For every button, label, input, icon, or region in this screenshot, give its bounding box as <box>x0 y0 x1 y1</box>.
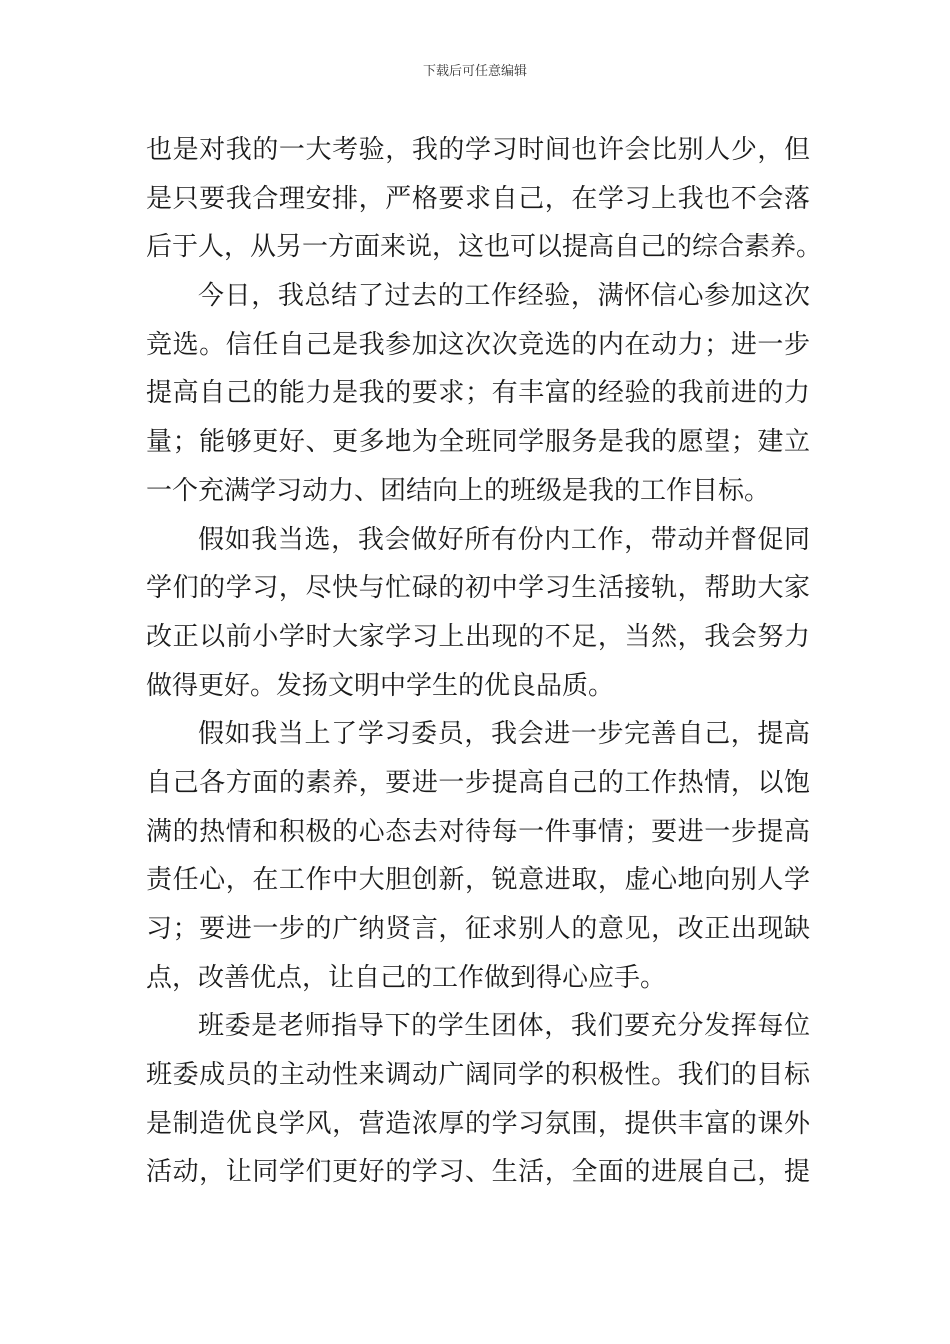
text-line: 学们的学习，尽快与忙碌的初中学习生活接轨，帮助大家 <box>146 573 810 604</box>
text-line: 一个充满学习动力、团结向上的班级是我的工作目标。 <box>146 475 771 506</box>
text-line: 是只要我合理安排，严格要求自己，在学习上我也不会落 <box>146 183 810 214</box>
text-line: 也是对我的一大考验，我的学习时间也许会比别人少，但 <box>146 135 810 165</box>
text-line: 责任心，在工作中大胆创新，锐意进取，虚心地向别人学 <box>146 865 810 896</box>
text-line: 活动，让同学们更好的学习、生活，全面的进展自己，提 <box>146 1157 810 1188</box>
text-line: 改正以前小学时大家学习上出现的不足，当然，我会努力 <box>146 621 810 652</box>
text-line: 做得更好。发扬文明中学生的优良品质。 <box>146 670 615 701</box>
text-line: 后于人，从另一方面来说，这也可以提高自己的综合素养。 <box>146 232 823 263</box>
document-body <box>146 126 823 1197</box>
text-line: 提高自己的能力是我的要求；有丰富的经验的我前进的力 <box>146 378 810 409</box>
text-line: 满的热情和积极的心态去对待每一件事情；要进一步提高 <box>146 816 810 847</box>
text-line: 假如我当选，我会做好所有份内工作，带动并督促同 <box>198 524 810 555</box>
text-line: 量；能够更好、更多地为全班同学服务是我的愿望；建立 <box>146 427 810 458</box>
text-line: 班委成员的主动性来调动广阔同学的积极性。我们的目标 <box>146 1060 810 1091</box>
text-line: 习；要进一步的广纳贤言，征求别人的意见，改正出现缺 <box>146 914 810 944</box>
text-line: 点，改善优点，让自己的工作做到得心应手。 <box>146 962 667 993</box>
text-line: 自己各方面的素养，要进一步提高自己的工作热情，以饱 <box>146 767 810 798</box>
text-line: 今日，我总结了过去的工作经验，满怀信心参加这次 <box>198 281 810 312</box>
text-line: 竞选。信任自己是我参加这次次竞选的内在动力；进一步 <box>146 329 810 360</box>
text-line: 班委是老师指导下的学生团体，我们要充分发挥每位 <box>198 1011 810 1042</box>
text-line: 是制造优良学风，营造浓厚的学习氛围，提供丰富的课外 <box>146 1108 810 1139</box>
text-line: 假如我当上了学习委员，我会进一步完善自己，提高 <box>198 719 810 750</box>
page-header: 下载后可任意编辑 <box>422 64 527 79</box>
